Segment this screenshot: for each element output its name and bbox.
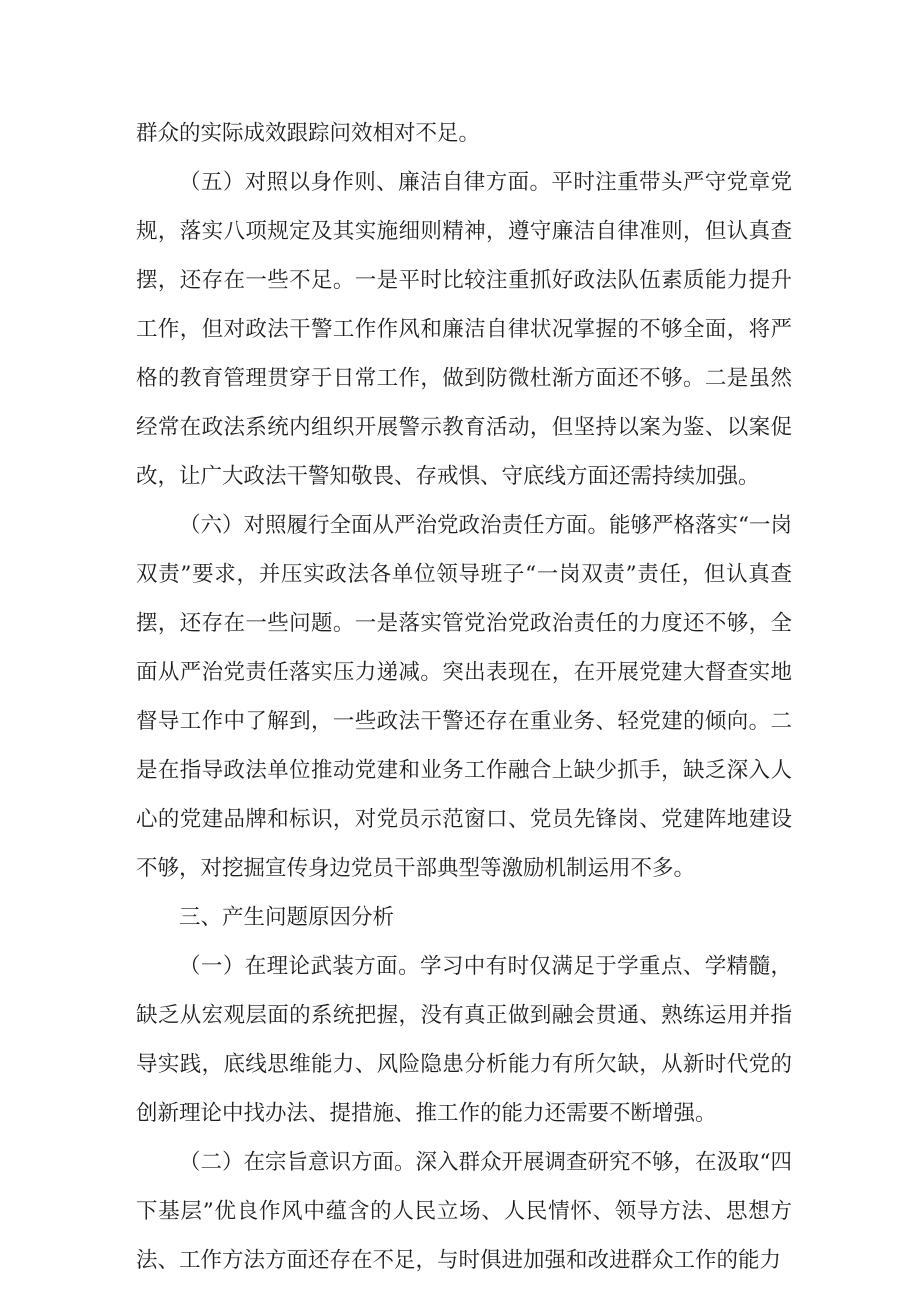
paragraph-section-five: （五）对照以身作则、廉洁自律方面。平时注重带头严守党章党规，落实八项规定及其实施细则精神，遵守廉洁自律准则，但认真查摆，还存在一些不足。一是平时比较注重抓好政法队伍素质能力提升工作，但对政法干警工作作风和廉洁自律状况掌握的不够全面，将严格的教育管理贯穿于日常工作，做到防微杜渐方面还不够。二是虽然经常在政法系统内组织开展警示教育活动，但坚持以案为鉴、以案促改，让广大政法干警知敬畏、存戒惧、守底线方面还需持续加强。 [136, 170, 792, 489]
paragraph-purpose-awareness: （二）在宗旨意识方面。深入群众开展调查研究不够，在汲取“四下基层”优良作风中蕴含的人民立场、人民情怀、领导方法、思想方法、工作方法方面还存在不足，与时俱进加强和改进群众工作的能力 [136, 1150, 792, 1273]
paragraph-theory-armament: （一）在理论武装方面。学习中有时仅满足于学重点、学精髓，缺乏从宏观层面的系统把握，没有真正做到融会贯通、熟练运用并指导实践，底线思维能力、风险隐患分析能力有所欠缺，从新时代党的创新理论中找办法、提措施、推工作的能力还需要不断增强。 [136, 954, 792, 1126]
paragraph-continuation: 群众的实际成效跟踪问效相对不足。 [136, 121, 481, 146]
paragraph-section-six: （六）对照履行全面从严治党政治责任方面。能够严格落实“一岗双责”要求，并压实政法各单位领导班子“一岗双责”责任，但认真查摆，还存在一些问题。一是落实管党治党政治责任的力度还不够，全面从严治党责任落实压力递减。突出表现在，在开展党建大督查实地督导工作中了解到，一些政法干警还存在重业务、轻党建的倾向。二是在指导政法单位推动党建和业务工作融合上缺少抓手，缺乏深入人心的党建品牌和标识，对党员示范窗口、党员先锋岗、党建阵地建设不够，对挖掘宣传身边党员干部典型等激励机制运用不多。 [136, 513, 792, 881]
section-heading-cause-analysis: 三、产生问题原因分析 [179, 905, 395, 930]
document-body [136, 109, 792, 1285]
